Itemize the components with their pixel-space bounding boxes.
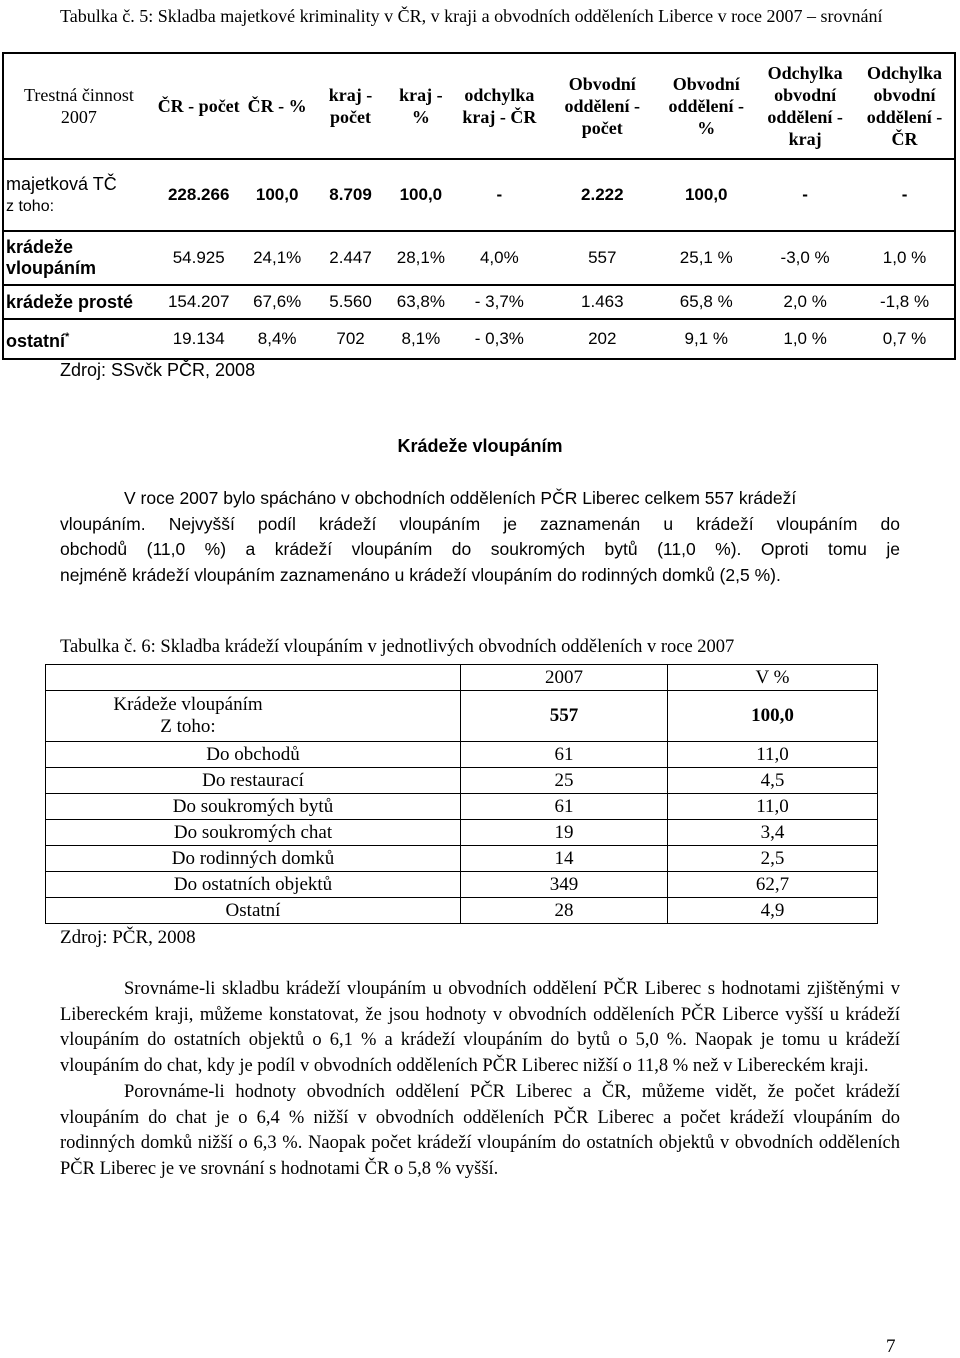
table-row [46, 665, 878, 691]
t6-corner [46, 665, 461, 691]
t5-cell: 5.560 [311, 285, 391, 319]
t5-cell: 0,7 % [855, 319, 955, 359]
table-row [3, 231, 955, 285]
table5-header-row [3, 53, 955, 159]
t6-cell: 62,7 [668, 872, 878, 898]
paragraph: Srovnáme-li skladbu krádeží vloupáním u obvodních oddělení PČR Liberec s hodnotami zjištěnými v Libereckém kraji, můžeme konstatovat, že jsou hodnoty v obvodních odděleních PČR Liberce vyšší u krádeží vloupáním do ostatních objektů o 6,1 % a krádeží vloupáním do bytů o 5,0 %. Naopak je tomu u krádeží vloupáním do chat, kdy je podíl v obvodních odděleních PČR Liberec nižší o 11,8 % než v Libereckém kraji. [60, 979, 900, 1077]
t5-cell: 25,1 % [657, 231, 755, 285]
t5-cell: - 0,3% [451, 319, 547, 359]
table-row [46, 898, 878, 924]
table-row [46, 691, 878, 742]
t6-cell: 4,9 [668, 898, 878, 924]
t5-h-kraj-count: kraj - počet [311, 53, 391, 159]
t5-cell: 19.134 [154, 319, 244, 359]
t5-cell: -1,8 % [855, 285, 955, 319]
t6-cell: 4,5 [668, 768, 878, 794]
t5-cell: 100,0 [390, 159, 451, 231]
t6-row-label: Do restaurací [46, 768, 461, 794]
section2-body [60, 977, 900, 1183]
table5-caption: Tabulka č. 5: Skladba majetkové kriminality v ČR, v kraji a obvodních odděleních Liberce v roce 2007 – srovnání [60, 6, 883, 26]
t5-row-label: krádeže vloupáním [3, 231, 154, 285]
t5-cell: 100,0 [244, 159, 311, 231]
page-number: 7 [886, 1336, 896, 1357]
t5-h-oo-pct: Obvodní oddělení - % [657, 53, 755, 159]
table5-source: Zdroj: SSvčk PČR, 2008 [60, 360, 256, 380]
t5-cell: 228.266 [154, 159, 244, 231]
t6-cell: 14 [461, 846, 668, 872]
t5-cell: 2.447 [311, 231, 391, 285]
t6-cell: 349 [461, 872, 668, 898]
t5-cell: 8.709 [311, 159, 391, 231]
table-row [46, 742, 878, 768]
t5-cell: - [755, 159, 855, 231]
t5-cell: 100,0 [657, 159, 755, 231]
t6-cell: 2,5 [668, 846, 878, 872]
t5-h-cr-count: ČR - počet [154, 53, 244, 159]
table-row [46, 820, 878, 846]
t5-h-diff-kraj-cr: odchylka kraj - ČR [451, 53, 547, 159]
t5-h-diff-oo-kraj: Odchylka obvodní oddělení - kraj [755, 53, 855, 159]
t5-cell: 202 [547, 319, 657, 359]
t6-row-label: Do rodinných domků [46, 846, 461, 872]
section1-body: V roce 2007 bylo spácháno v obchodních odděleních PČR Liberec celkem 557 krádeží vloupáním. Nejvyšší podíl krádeží vloupáním je zaznamenán u krádeží vloupáním do obchodů (11,0 %) a krádeží vloupáním do soukromých bytů (11,0 %). Oproti tomu je nejméně krádeží vloupáním zaznamenáno u krádeží vloupáním do rodinných domků (2,5 %). [60, 488, 900, 585]
t6-cell: 61 [461, 794, 668, 820]
t6-h-pct: V % [668, 665, 878, 691]
t5-cell: - [855, 159, 955, 231]
t5-row-label: krádeže prosté [3, 285, 154, 319]
table-row [3, 159, 955, 231]
t5-cell: 8,4% [244, 319, 311, 359]
t5-row-label: ostatní* [3, 319, 154, 359]
t5-cell: 24,1% [244, 231, 311, 285]
t6-row-label: Do obchodů [46, 742, 461, 768]
section-heading: Krádeže vloupáním [397, 436, 563, 456]
t5-h-diff-oo-cr: Odchylka obvodní oddělení - ČR [855, 53, 955, 159]
t5-cell: -3,0 % [755, 231, 855, 285]
table6-caption: Tabulka č. 6: Skladba krádeží vloupáním v jednotlivých obvodních odděleních v roce 2007 [60, 637, 735, 657]
t5-cell: 1,0 % [755, 319, 855, 359]
t5-cell: 702 [311, 319, 391, 359]
table5 [2, 52, 956, 360]
t5-cell: 2.222 [547, 159, 657, 231]
table-row [3, 319, 955, 359]
t5-cell: 1.463 [547, 285, 657, 319]
table-row [3, 285, 955, 319]
t5-cell: 2,0 % [755, 285, 855, 319]
t5-cell: 67,6% [244, 285, 311, 319]
t5-h-cr-pct: ČR - % [244, 53, 311, 159]
t5-row-label: majetková TČ z toho: [3, 159, 154, 231]
t6-cell: 61 [461, 742, 668, 768]
t6-cell: 11,0 [668, 794, 878, 820]
t5-cell: 54.925 [154, 231, 244, 285]
t5-h-kraj-pct: kraj - % [390, 53, 451, 159]
table-row [46, 794, 878, 820]
t5-cell: - 3,7% [451, 285, 547, 319]
table6 [45, 664, 878, 924]
t5-cell: 557 [547, 231, 657, 285]
table-row [46, 846, 878, 872]
t6-cell: 100,0 [668, 691, 878, 742]
t6-row-label: Do soukromých bytů [46, 794, 461, 820]
t5-cell: 1,0 % [855, 231, 955, 285]
t6-cell: 19 [461, 820, 668, 846]
t5-cell: - [451, 159, 547, 231]
t5-cell: 28,1% [390, 231, 451, 285]
paragraph: Porovnáme-li hodnoty obvodních oddělení PČR Liberec a ČR, můžeme vidět, že počet krádeží vloupáním do chat je o 6,4 % nižší v obvodních odděleních PČR Liberec a počet krádeží vloupáním do rodinných domků nižší o 6,3 %. Naopak počet krádeží vloupáním do ostatních objektů v obvodních odděleních PČR Liberec je ve srovnání s hodnotami ČR o 5,8 % vyšší. [60, 1081, 900, 1179]
t5-cell: 154.207 [154, 285, 244, 319]
t6-h-year: 2007 [461, 665, 668, 691]
t5-cell: 65,8 % [657, 285, 755, 319]
table6-source: Zdroj: PČR, 2008 [60, 927, 196, 948]
t6-row-label: Do ostatních objektů [46, 872, 461, 898]
t5-cell: 63,8% [390, 285, 451, 319]
t6-row-label: Do soukromých chat [46, 820, 461, 846]
t5-cell: 9,1 % [657, 319, 755, 359]
t6-total-label: Krádeže vloupáním Z toho: [46, 691, 461, 742]
t6-cell: 3,4 [668, 820, 878, 846]
table-row [46, 872, 878, 898]
t6-cell: 11,0 [668, 742, 878, 768]
t5-cell: 8,1% [390, 319, 451, 359]
t5-h-activity: Trestná činnost 2007 [3, 53, 154, 159]
t6-row-label: Ostatní [46, 898, 461, 924]
table-row [46, 768, 878, 794]
t6-cell: 557 [461, 691, 668, 742]
t6-cell: 28 [461, 898, 668, 924]
t6-cell: 25 [461, 768, 668, 794]
t5-cell: 4,0% [451, 231, 547, 285]
t5-h-oo-count: Obvodní oddělení - počet [547, 53, 657, 159]
